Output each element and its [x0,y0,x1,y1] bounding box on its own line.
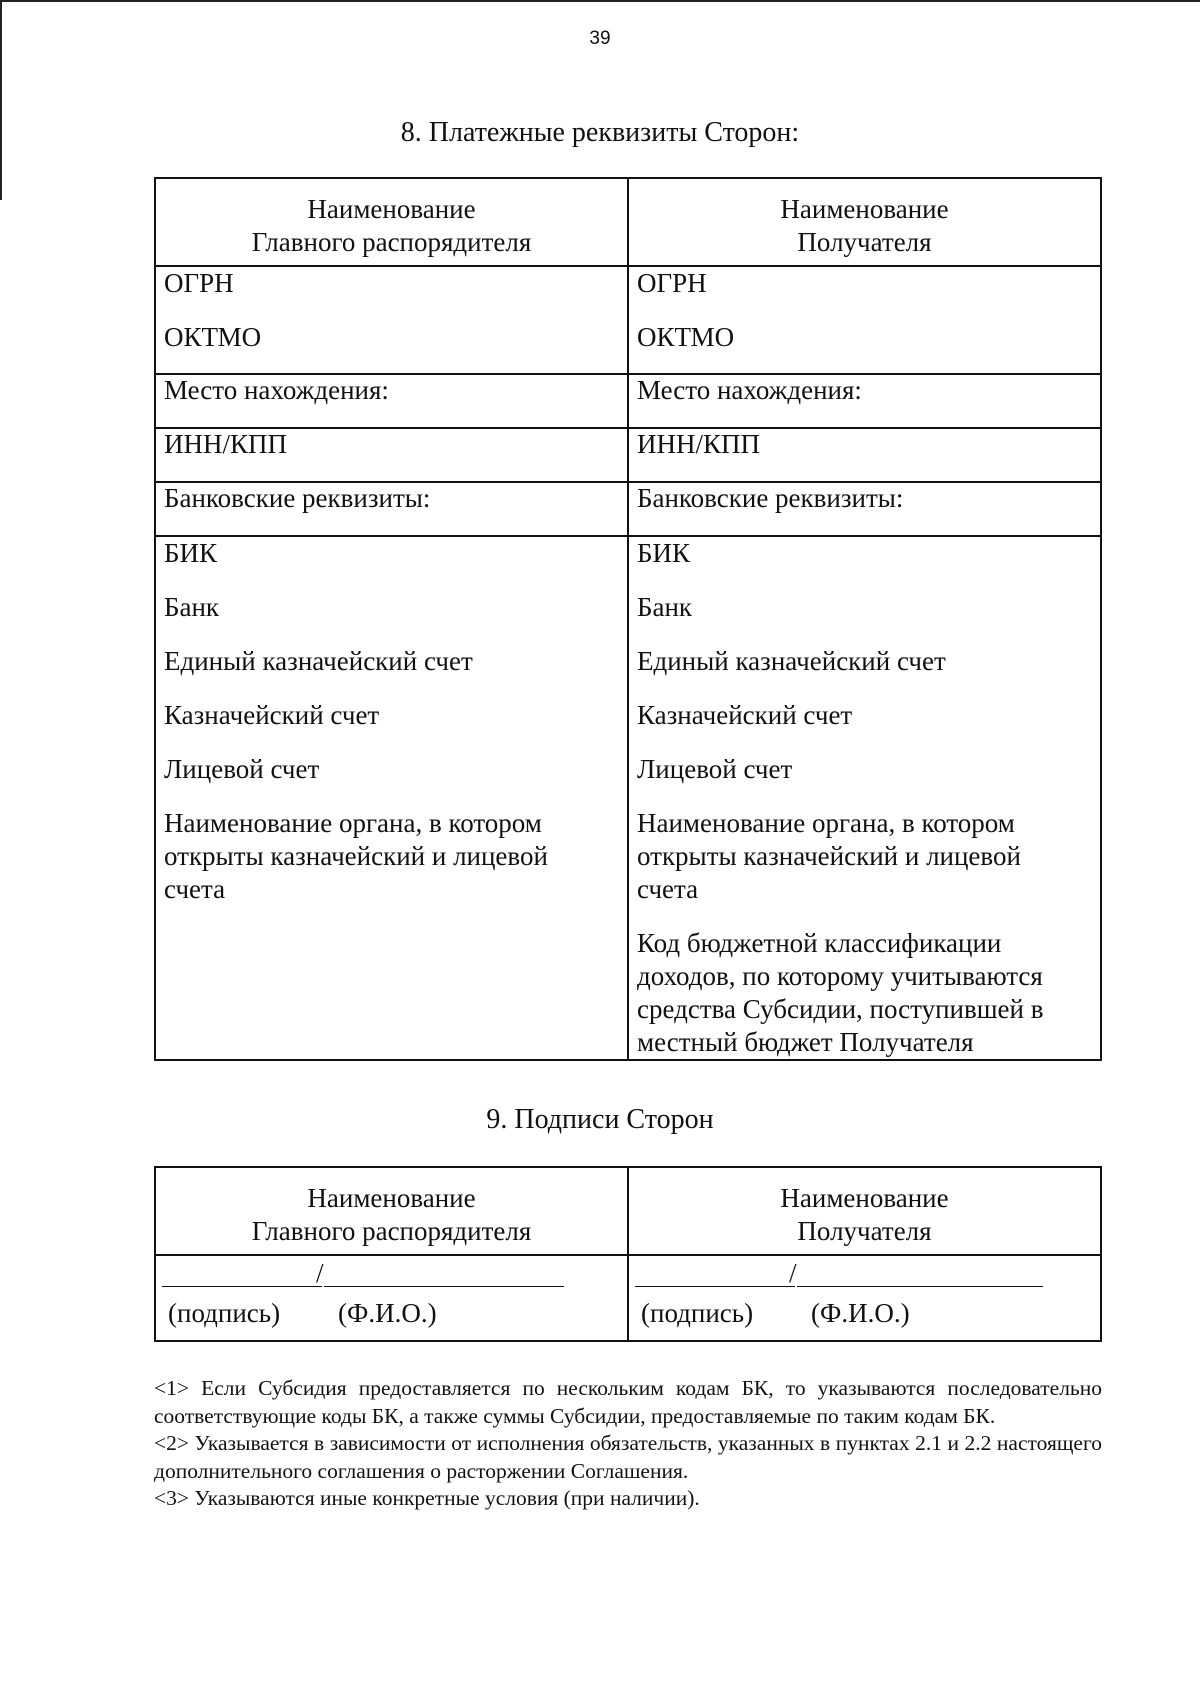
signature-line [162,1286,322,1287]
inn-kpp-label: ИНН/КПП [628,428,1101,482]
text-line: счета [637,874,699,904]
personal-account-label: Лицевой счет [164,754,320,784]
signature-block-chief-administrator [155,1255,628,1341]
table-row [155,374,1101,428]
bank-details-label: Банковские реквизиты: [155,482,628,536]
header-chief-administrator [155,1167,628,1255]
footnotes [154,1375,1102,1513]
table-header-row [155,178,1101,266]
slash-separator: / [316,1258,324,1288]
signature-block-recipient [628,1255,1101,1341]
header-chief-administrator [155,178,628,266]
signature-caption: (подпись) [168,1298,281,1328]
text-line: Наименование органа, в котором [637,808,1015,838]
table-cell [628,266,1101,374]
header-line: Главного распорядителя [251,1216,532,1246]
inn-kpp-label: ИНН/КПП [155,428,628,482]
table-header-row [155,1167,1101,1255]
page-number: 39 [589,28,611,49]
header-line: Наименование [780,1183,949,1213]
bik-label: БИК [164,538,218,568]
name-caption: (Ф.И.О.) [338,1298,437,1328]
oktmo-label: ОКТМО [164,322,262,352]
header-recipient [628,178,1101,266]
budget-classification-code-label [637,927,1092,1059]
text-line: средства Субсидии, поступившей в [637,994,1044,1024]
header-line: Наименование [307,1183,476,1213]
name-caption: (Ф.И.О.) [811,1298,910,1328]
oktmo-label: ОКТМО [637,322,735,352]
table-row [155,536,1101,1060]
slash-separator: / [789,1258,797,1288]
opening-authority-label [637,807,1092,906]
table-cell [628,536,1101,1060]
single-treasury-account-label: Единый казначейский счет [637,646,946,676]
section-8-title: 8. Платежные реквизиты Сторон: [400,117,800,148]
bik-label: БИК [637,538,691,568]
personal-account-label: Лицевой счет [637,754,793,784]
header-recipient [628,1167,1101,1255]
footnote-2: <2> Указывается в зависимости от исполнения обязательств, указанных в пунктах 2.1 и 2.2 настоящего дополнительного соглашения о расторжении Соглашения. [154,1431,1102,1483]
text-line: доходов, по которому учитываются [637,961,1043,991]
name-line [324,1286,564,1287]
text-line: местный бюджет Получателя [637,1027,974,1057]
signature-caption: (подпись) [641,1298,754,1328]
treasury-account-label: Казначейский счет [164,700,380,730]
opening-authority-label [164,807,619,906]
payment-requisites-table [154,177,1102,1061]
bank-details-label: Банковские реквизиты: [628,482,1101,536]
text-line: счета [164,874,226,904]
section-9-title: 9. Подписи Сторон [486,1104,714,1135]
single-treasury-account-label: Единый казначейский счет [164,646,473,676]
bank-label: Банк [637,592,693,622]
table-row [155,428,1101,482]
table-cell [155,266,628,374]
text-line: Наименование органа, в котором [164,808,542,838]
ogrn-label: ОГРН [164,268,234,298]
header-line: Главного распорядителя [251,227,532,257]
text-line: открыты казначейский и лицевой [637,841,1021,871]
header-line: Получателя [797,227,932,257]
text-line: Код бюджетной классификации [637,928,1002,958]
header-line: Наименование [780,194,949,224]
location-label: Место нахождения: [628,374,1101,428]
treasury-account-label: Казначейский счет [637,700,853,730]
footnote-3: <3> Указываются иные конкретные условия (при наличии). [154,1486,700,1510]
ogrn-label: ОГРН [637,268,707,298]
location-label: Место нахождения: [155,374,628,428]
table-row [155,266,1101,374]
signature-line [635,1286,795,1287]
scan-border-top [0,0,1200,2]
table-cell [155,536,628,1060]
bank-label: Банк [164,592,220,622]
header-line: Наименование [307,194,476,224]
header-line: Получателя [797,1216,932,1246]
text-line: открыты казначейский и лицевой [164,841,548,871]
name-line [797,1286,1043,1287]
signature-row [155,1255,1101,1341]
footnote-1: <1> Если Субсидия предоставляется по нескольким кодам БК, то указываются последовательно соответствующие коды БК, а также суммы Субсидии, предоставляемые по таким кодам БК. [154,1376,1102,1428]
table-row [155,482,1101,536]
signatures-table [154,1166,1102,1342]
